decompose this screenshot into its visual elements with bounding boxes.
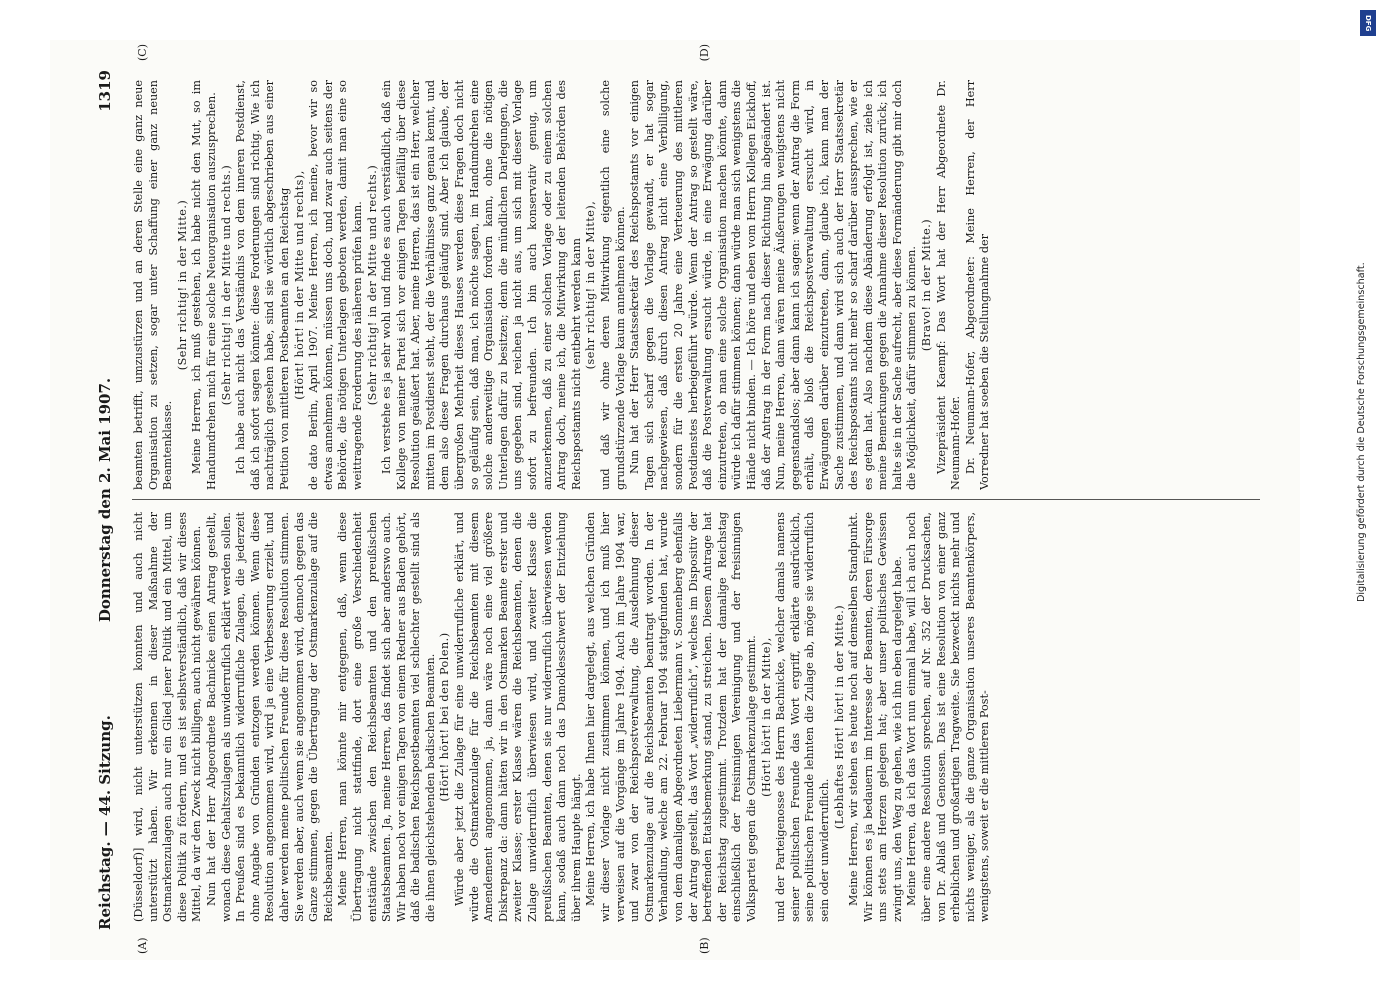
newspaper-page [50,40,1300,960]
paragraph: Würde aber jetzt die Zulage für eine unwiderrufliche erklärt, und würde die Ostmarkenzulage für die Reichsbeamten mit diesem Amendement angenommen, ja, dann wäre noch eine viel größere Diskrepanz da: dann hätten wir in den Ostmarken Beamte erster und zweiter Klasse; erster Klasse wären die Reichsbeamten, denen die Zulage unwiderruflich überwiesen wird, und zweiter Klasse die preußischen Beamten, denen sie nur widerruflich überwiesen werden kann, sodaß auch dann noch das Damoklesschwert der Entziehung über ihrem Haupte hängt. [453,512,583,922]
right-column [132,80,1260,490]
page-header [96,70,120,930]
interjection: (Bravo! in der Mitte.) [920,218,934,352]
paragraph: Meine Herren, wir stehen es heute noch auf demselben Standpunkt. Wir können es ja bedauern im Interesse der Beamten, deren Fürsorge uns stets am Herzen gelegen hat; aber unser politisches Gewissen zwingt uns, den Weg zu gehen, wie ich ihn eben dargelegt habe. [847,512,904,922]
paragraph: Meine Herren, da ich das Wort nun einmal habe, will ich auch noch über eine andere Resolution sprechen, auf Nr. 352 der Drucksachen, von Dr. Ablaß und Genossen. Das ist eine Resolution von einer ganz erheblichen und großartigen Tragweite. Sie bezweckt nichts mehr und nichts weniger, als die ganze Organisation unseres Beamtenkörpers, wenigstens, soweit er die mittleren Post- [905,512,992,922]
margin-mark-c: (C) [136,44,149,61]
speaker-paragraph: Dr. Neumann-Hofer, Abgeordneter: Meine Herren, der Herr Vorredner hat soeben die Stellungnahme der [963,80,992,490]
interjection: (sehr richtig! in der Mitte), [584,200,598,370]
interjection: (Hört! hört! bei den Polen.) [438,632,452,802]
interjection: (Hört! hört! in der Mitte und rechts), [292,170,306,400]
column-divider [132,499,1260,500]
margin-mark-b: (B) [698,937,711,954]
digitization-credit: Digitalisierung gefördert durch die Deutsche Forschungsgemeinschaft. [1356,262,1367,602]
paragraph: Meine Herren, man könnte mir entgegnen, daß, wenn diese Übertragung nicht stattfinde, dort eine große Verschiedenheit entstände zwischen den Reichsbeamten und den preußischen Staatsbeamten. Ja, meine Herren, das findet sich aber anderswo auch. Wir haben noch vor einigen Tagen von einem Redner aus Baden gehört, daß die badischen Reichspostbeamten viel schlechter gestellt sind als die ihnen gleichstehenden badischen Beamten. [336,512,437,922]
paragraph: Ich verstehe es ja sehr wohl und finde es auch verständlich, daß ein Kollege von meiner Partei sich vor einigen Tagen beifällig über diese Resolution geäußert hat. Aber, meine Herren, das ist ein Herr, welcher mitten im Postdienst steht, der die Verhältnisse ganz genau kennt, und dem also diese Fragen durchaus geläufig sind. Aber ich glaube, der übergroßen Mehrheit dieses Hauses werden diese Fragen doch nicht so geläufig sein, daß man, ich möchte sagen, im Handumdrehen eine solche anderweitige Organisation fordern kann, ohne die nötigen Unterlagen dafür zu besitzen; denn die mündlichen Darlegungen, die uns gegeben sind, reichen ja nicht aus, um sich mit dieser Vorlage sofort zu befreunden. Ich bin auch konservativ genug, um anzuerkennen, daß zu einer solchen Vorlage oder zu einem solchen Antrag doch, meine ich, die Mitwirkung der leitenden Behörden des Reichspostamts nicht entbehrt werden kann [380,80,583,490]
interjection: (Sehr richtig! in der Mitte und rechts.) [219,164,233,406]
interjection: (Hört! hört! in der Mitte), [759,637,773,797]
margin-mark-a: (A) [136,937,149,954]
paragraph: und daß wir ohne deren Mitwirkung eigentlich eine solche grundstürzende Vorlage kaum annehmen können. [599,80,627,490]
interjection: (Lebhaftes Hört! hört! in der Mitte.) [832,604,846,830]
paragraph: de dato Berlin, April 1907. Meine Herren, ich meine, bevor wir so etwas annehmen können, müssen uns doch, und zwar auch seitens der Behörde, die nötigen Unterlagen geboten werden, damit man eine so weittragende Forderung des näheren prüfen kann. [307,80,364,490]
paragraph: beamten betrifft, umzustürzen und an deren Stelle eine ganz neue Organisation zu setzen, sogar unter Schaffung einer ganz neuen Beamtenklasse. [132,80,175,490]
paragraph: Nun hat der Herr Abgeordnete Bachnicke einen Antrag gestellt, wonach diese Gehaltszulagen als unwiderruflich erklärt werden sollen. In Preußen sind es bekanntlich widerrufliche Zulagen, die jederzeit ohne Angabe von Gründen entzogen werden können. Wenn diese Resolution angenommen wird, wird ja eine Verbesserung erzielt, und daher werden meine politischen Freunde für diese Resolution stimmen. Sie werden aber, auch wenn sie angenommen wird, dennoch gegen das Ganze stimmen, gegen die Übertragung der Ostmarkenzulage auf die Reichsbeamten. [204,512,335,922]
paragraph: Meine Herren, ich habe Ihnen hier dargelegt, aus welchen Gründen wir dieser Vorlage nicht zustimmen können, und ich muß hier verweisen auf die Vorgänge im Jahre 1904. Auch im Jahre 1904 war, und zwar von der Reichspostverwaltung, die Ausdehnung dieser Ostmarkenzulage auf die Reichsbeamten beantragt worden. In der Verhandlung, welche am 22. Februar 1904 stattgefunden hat, wurde von dem damaligen Abgeordneten Liebermann v. Sonnenberg ebenfalls der Antrag gestellt, das Wort „widerruflich“, welches im Dispositiv der betreffenden Etatsbemerkung stand, zu streichen. Diesem Antrage hat der Reichstag zugestimmt. Trotzdem hat der damalige Reichstag einschließlich der freisinnigen Vereinigung und der freisinnigen Volkspartei gegen die Ostmarkenzulage gestimmt. [584,512,758,922]
paragraph: und der Parteigenosse des Herrn Bachnicke, welcher damals namens seiner politischen Freunde das Wort ergriff, erklärte ausdrücklich, seine politischen Freunde lehnten die Zulage ab, möge sie widerruflich sein oder unwiderruflich. [774,512,831,922]
left-column [132,512,1260,922]
dfg-logo: DFG [1360,10,1376,36]
header-session: Reichstag. — 44. Sitzung. [96,715,114,930]
speaker-paragraph: Vizepräsident Kaempf: Das Wort hat der Herr Abgeordnete Dr. Neumann-Hofer. [934,80,963,490]
header-date: Donnerstag den 2. Mai 1907. [96,377,114,623]
paragraph: Nun hat der Herr Staatssekretär des Reichspostamts vor einigen Tagen sich scharf gegen die Vorlage gewandt, er hat sogar nachgewiesen, daß durch diesen Antrag nicht eine Verbilligung, sondern für die ersten 20 Jahre eine Verteuerung des mittleren Postdienstes herbeigeführt würde. Wenn der Antrag so gestellt wäre, daß die Postverwaltung ersucht würde, in eine Erwägung darüber einzutreten, ob man eine solche Organisation machen könnte, dann würde ich dafür stimmen können; dann würde man sich wenigstens die Hände nicht binden. — Ich höre und eben vom Herrn Kollegen Eickhoff, daß der Antrag in der Form nach dieser Richtung hin abgeändert ist. Nun, meine Herren, dann wären meine Äußerungen wenigstens nicht gegenstandslos; aber dann kann ich sagen: wenn der Antrag die Form erhält, daß bloß die Reichspostverwaltung ersucht wird, in Erwägungen darüber einzutreten, dann, glaube ich, kann man der Sache zustimmen, und dann wird sich auch der Herr Staatssekretär des Reichspostamts nicht mehr so scharf darüber aussprechen, wie er es getan hat. Also nachdem diese Abänderung erfolgt ist, ziehe ich meine Bemerkungen gegen die Annahme dieser Resolution zurück; ich halte sie in der Sache aufrecht, aber diese Formänderung gibt mir doch die Möglichkeit, dafür stimmen zu können. [628,80,919,490]
page-number: 1319 [96,70,114,112]
interjection: (Sehr richtig! in der Mitte.) [175,199,189,371]
margin-mark-d: (D) [698,44,711,62]
paragraph: Meine Herren, ich muß gestehen, ich habe nicht den Mut, so im Handumdrehen mich für eine solche Neuorganisation auszusprechen. [190,80,218,490]
paragraph: (Düsseldorf)] wird, nicht unterstützen konnten und auch nicht unterstützt haben. Wir erkennen in dieser Maßnahme der Ostmarkenzulagen auch nur ein Glied jener Politik und ein Mittel, um diese Politik zu fördern, und es ist selbstverständlich, daß wir dieses Mittel, da wir den Zweck nicht billigen, auch nicht gewähren können. [132,512,204,922]
interjection: (Sehr richtig! in der Mitte und rechts.) [365,164,379,406]
paragraph: Ich habe auch nicht das Verständnis von dem inneren Postdienst, daß ich sofort sagen könnte: diese Forderungen sind richtig. Wie ich nachträglich gesehen habe, sind sie wörtlich abgeschrieben aus einer Petition von mittleren Postbeamten an den Reichstag [234,80,291,490]
